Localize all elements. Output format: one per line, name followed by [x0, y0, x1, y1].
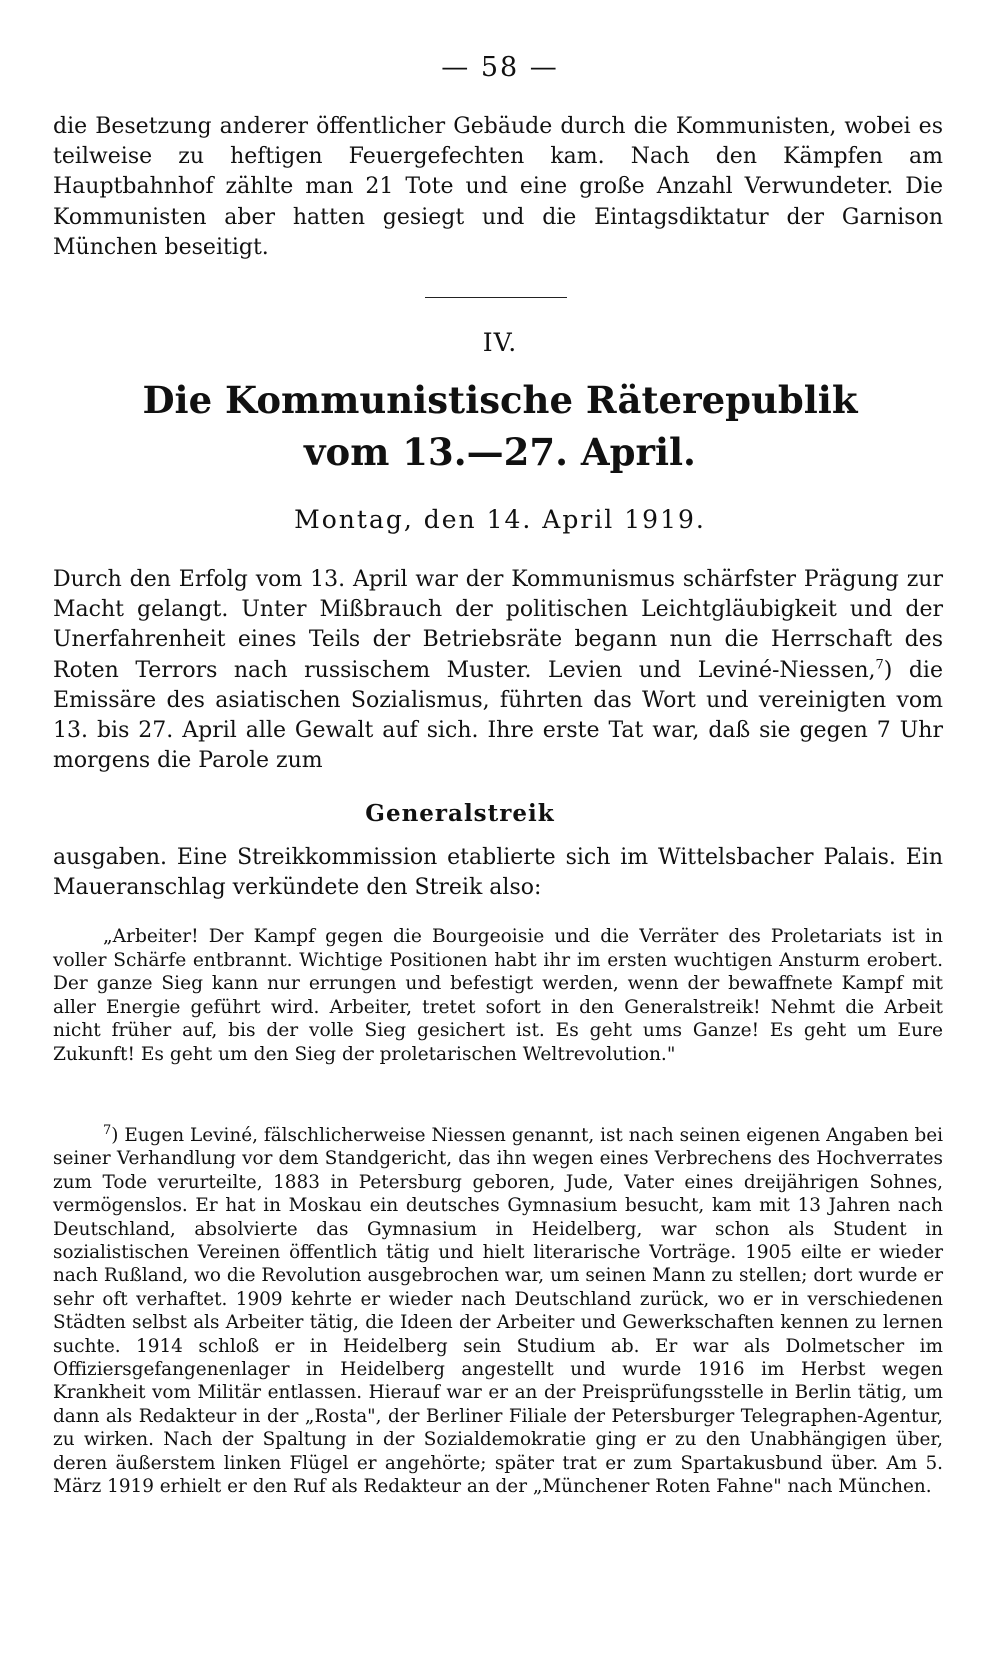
- footnote-reference: 7: [875, 657, 884, 673]
- chapter-number: IV.: [482, 328, 518, 357]
- chapter-title-line-2: vom 13.—27. April.: [304, 430, 696, 474]
- footnote-marker: 7: [103, 1122, 112, 1138]
- paragraph-takeover: [53, 565, 943, 776]
- chapter-title: [0, 374, 1000, 478]
- section-divider: [425, 297, 567, 298]
- chapter-title-line-1: Die Kommunistische Räterepublik: [142, 378, 858, 422]
- quoted-proclamation: „Arbeiter! Der Kampf gegen die Bourgeoisie und die Verräter des Proletariats ist in voller Schärfe entbrannt. Wichtige Positionen habt ihr im ersten wuchtigen Ansturm erobert. Der ganze Sieg kann nur errungen und befestigt werden, wenn der bewaffnete Kampf mit aller Energie geführt wird. Arbeiter, tretet sofort in den Generalstreik! Nehmt die Arbeit nicht früher auf, bis der volle Sieg gesichert ist. Es geht ums Ganze! Es geht um Eure Zukunft! Es geht um den Sieg der proletarischen Weltrevolution.": [53, 926, 943, 1065]
- footnote-text: ) Eugen Leviné, fälschlicherweise Niessen genannt, ist nach seinen eigenen Angaben bei seiner Verhandlung vor dem Standgericht, das ihn wegen eines Verbrechens des Hochverrates zum Tode verurteilte, 1883 in Petersburg geboren, Jude, Vater eines dreijährigen Sohnes, vermögenslos. Er hat in Moskau ein deutsches Gymnasium besucht, kam mit 13 Jahren nach Deutschland, absolvierte das Gymnasium in Heidelberg, war schon als Student in sozialistischen Vereinen öffentlich tätig und hielt literarische Vorträge. 1905 eilte er wieder nach Rußland, wo die Revolution ausgebrochen war, um seinen Mann zu stellen; dort wurde er sehr oft verhaftet. 1909 kehrte er wieder nach Deutschland zurück, wo er in verschiedenen Städten selbst als Arbeiter tätig, die Ideen der Arbeiter und Gewerkschaften kennen zu lernen suchte. 1914 schloß er in Heidelberg sein Studium ab. Er war als Dolmetscher im Offiziersgefangenenlager in Heidelberg angestellt und wurde 1916 im Herbst wegen Krankheit vom Militär entlassen. Hierauf war er an der Preisprüfungsstelle in Berlin tätig, um dann als Redakteur in der „Rosta", der Berliner Filiale der Petersburger Telegraphen-Agentur, zu wirken. Nach der Spaltung in der Sozialdemokratie ging er zu den Unabhängigen über, deren äußerstem linken Flügel er angehörte; später trat er zum Spartakusbund über. Am 5. März 1919 erhielt er den Ruf als Redakteur an der „Münchener Roten Fahne" nach München.: [53, 1125, 943, 1498]
- subheading-generalstreik: Generalstreik: [365, 800, 555, 827]
- date-heading: Montag, den 14. April 1919.: [294, 505, 706, 534]
- footnote: [53, 1124, 943, 1499]
- page-number: — 58 —: [441, 52, 559, 83]
- paragraph-intro: die Besetzung anderer öffentlicher Gebäude durch die Kommunisten, wobei es teilweise zu heftigen Feuergefechten kam. Nach den Kämpfen am Hauptbahnhof zählte man 21 Tote und eine große Anzahl Verwundeter. Die Kommunisten aber hatten gesiegt und die Eintagsdiktatur der Garnison München beseitigt.: [53, 114, 943, 260]
- paragraph-takeover-text-1: Durch den Erfolg vom 13. April war der Kommunismus schärfster Prägung zur Macht gelangt. Unter Mißbrauch der politischen Leichtgläubigkeit und der Unerfahrenheit eines Teils der Betriebsräte begann nun die Herrschaft des Roten Terrors nach russischem Muster. Levien und Leviné-Niessen,: [53, 567, 943, 683]
- paragraph-takeover-text-2: ) die Emissäre des asiatischen Sozialismus, führten das Wort und vereinigten vom 13. bis 27. April alle Gewalt auf sich. Ihre erste Tat war, daß sie gegen 7 Uhr morgens die Parole zum: [53, 657, 943, 774]
- paragraph-strike: ausgaben. Eine Streikkommission etablierte sich im Wittelsbacher Palais. Ein Maueranschlag verkündete den Streik also:: [53, 845, 943, 901]
